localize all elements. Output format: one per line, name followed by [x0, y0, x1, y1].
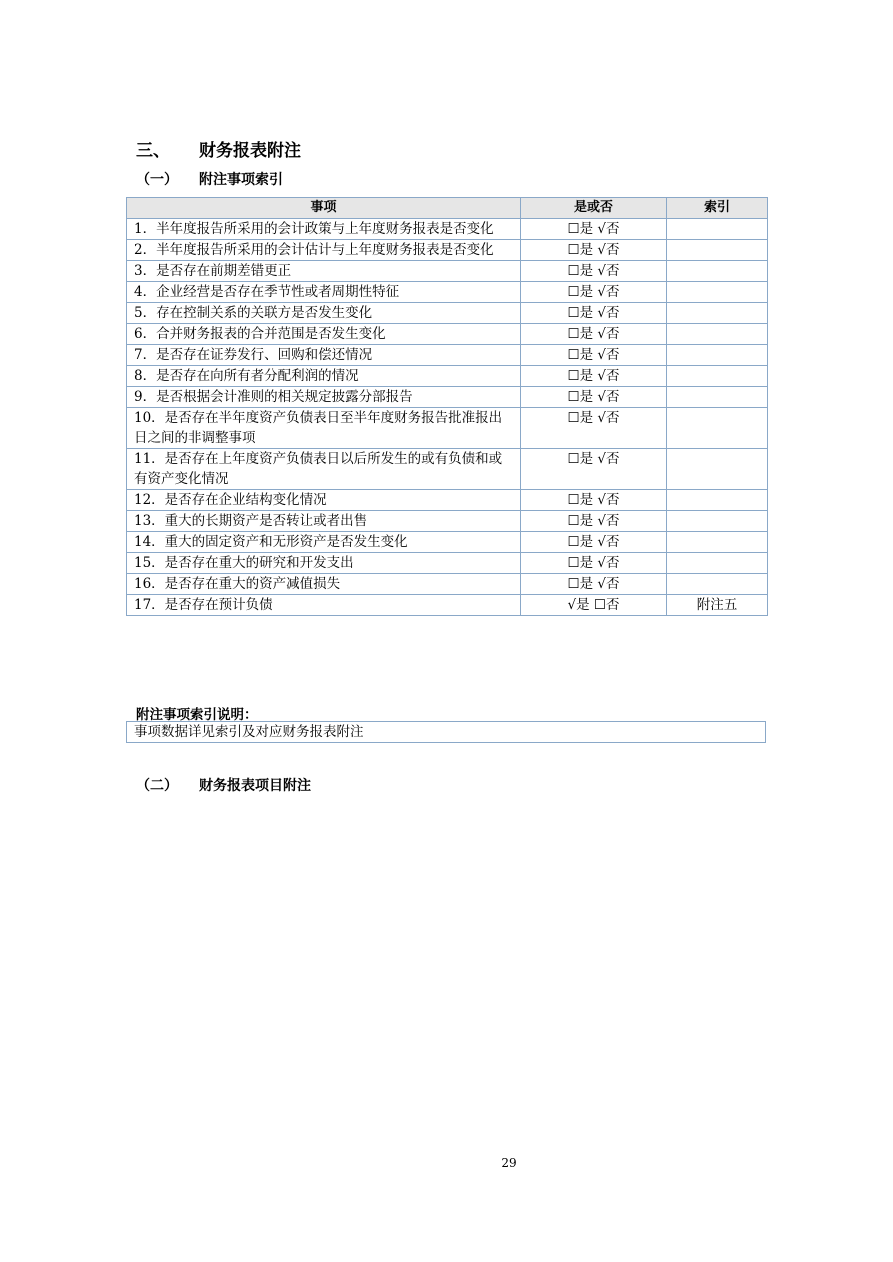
table-row [127, 261, 768, 282]
table-row [127, 449, 768, 490]
row-yes-no: √是 ☐否 [521, 595, 667, 616]
row-yes-no: ☐是 √否 [521, 490, 667, 511]
row-index [667, 219, 768, 240]
row-yes-no: ☐是 √否 [521, 408, 667, 449]
row-item: 6．合并财务报表的合并范围是否发生变化 [127, 324, 521, 345]
row-yes-no: ☐是 √否 [521, 240, 667, 261]
row-index [667, 366, 768, 387]
table-row [127, 282, 768, 303]
row-item: 10．是否存在半年度资产负债表日至半年度财务报告批准报出日之间的非调整事项 [127, 408, 521, 449]
row-index [667, 240, 768, 261]
row-item: 11．是否存在上年度资产负债表日以后所发生的或有负债和或有资产变化情况 [127, 449, 521, 490]
table-row [127, 511, 768, 532]
row-index [667, 324, 768, 345]
row-index [667, 387, 768, 408]
row-yes-no: ☐是 √否 [521, 282, 667, 303]
row-index [667, 282, 768, 303]
row-yes-no: ☐是 √否 [521, 261, 667, 282]
header-yes-no: 是或否 [521, 198, 667, 219]
row-yes-no: ☐是 √否 [521, 511, 667, 532]
row-item: 8．是否存在向所有者分配利润的情况 [127, 366, 521, 387]
row-yes-no: ☐是 √否 [521, 532, 667, 553]
table-row [127, 387, 768, 408]
note-title: 附注事项索引说明： [136, 707, 258, 723]
section-number: 三、 [136, 141, 170, 161]
table-row [127, 532, 768, 553]
table-header-row [127, 198, 768, 219]
row-yes-no: ☐是 √否 [521, 324, 667, 345]
row-index [667, 574, 768, 595]
table-row [127, 240, 768, 261]
row-item: 2．半年度报告所采用的会计估计与上年度财务报表是否变化 [127, 240, 521, 261]
row-item: 4．企业经营是否存在季节性或者周期性特征 [127, 282, 521, 303]
row-item: 17．是否存在预计负债 [127, 595, 521, 616]
row-yes-no: ☐是 √否 [521, 345, 667, 366]
row-index [667, 303, 768, 324]
row-item: 5．存在控制关系的关联方是否发生变化 [127, 303, 521, 324]
row-index [667, 449, 768, 490]
note-text: 事项数据详见索引及对应财务报表附注 [134, 724, 364, 740]
row-index [667, 261, 768, 282]
row-yes-no: ☐是 √否 [521, 553, 667, 574]
row-yes-no: ☐是 √否 [521, 366, 667, 387]
header-index: 索引 [667, 198, 768, 219]
table-row [127, 345, 768, 366]
row-item: 16．是否存在重大的资产减值损失 [127, 574, 521, 595]
subsection-title: 附注事项索引 [199, 172, 283, 188]
row-index [667, 345, 768, 366]
subsection-heading-2 [136, 775, 311, 795]
header-item: 事项 [127, 198, 521, 219]
row-item: 9．是否根据会计准则的相关规定披露分部报告 [127, 387, 521, 408]
row-index [667, 553, 768, 574]
notes-index-table [126, 197, 768, 616]
row-item: 7．是否存在证券发行、回购和偿还情况 [127, 345, 521, 366]
row-item: 12．是否存在企业结构变化情况 [127, 490, 521, 511]
table-row [127, 574, 768, 595]
row-yes-no: ☐是 √否 [521, 574, 667, 595]
section-heading [136, 136, 301, 161]
row-item: 14．重大的固定资产和无形资产是否发生变化 [127, 532, 521, 553]
table-row [127, 324, 768, 345]
row-item: 15．是否存在重大的研究和开发支出 [127, 553, 521, 574]
row-item: 1．半年度报告所采用的会计政策与上年度财务报表是否变化 [127, 219, 521, 240]
note-box [126, 721, 766, 743]
row-yes-no: ☐是 √否 [521, 449, 667, 490]
subsection-title: 财务报表项目附注 [199, 778, 311, 794]
row-index [667, 532, 768, 553]
subsection-number: （一） [136, 172, 178, 188]
table-row [127, 219, 768, 240]
table-row [127, 303, 768, 324]
row-item: 13．重大的长期资产是否转让或者出售 [127, 511, 521, 532]
table-row [127, 595, 768, 616]
page-number: 29 [501, 1156, 517, 1170]
row-yes-no: ☐是 √否 [521, 387, 667, 408]
row-index [667, 490, 768, 511]
table-row [127, 366, 768, 387]
table-row [127, 553, 768, 574]
row-yes-no: ☐是 √否 [521, 219, 667, 240]
subsection-number: （二） [136, 778, 178, 794]
row-index: 附注五 [667, 595, 768, 616]
row-index [667, 511, 768, 532]
row-yes-no: ☐是 √否 [521, 303, 667, 324]
table-row [127, 408, 768, 449]
subsection-heading-1 [136, 169, 283, 189]
row-item: 3．是否存在前期差错更正 [127, 261, 521, 282]
table-row [127, 490, 768, 511]
row-index [667, 408, 768, 449]
section-title: 财务报表附注 [199, 141, 301, 161]
